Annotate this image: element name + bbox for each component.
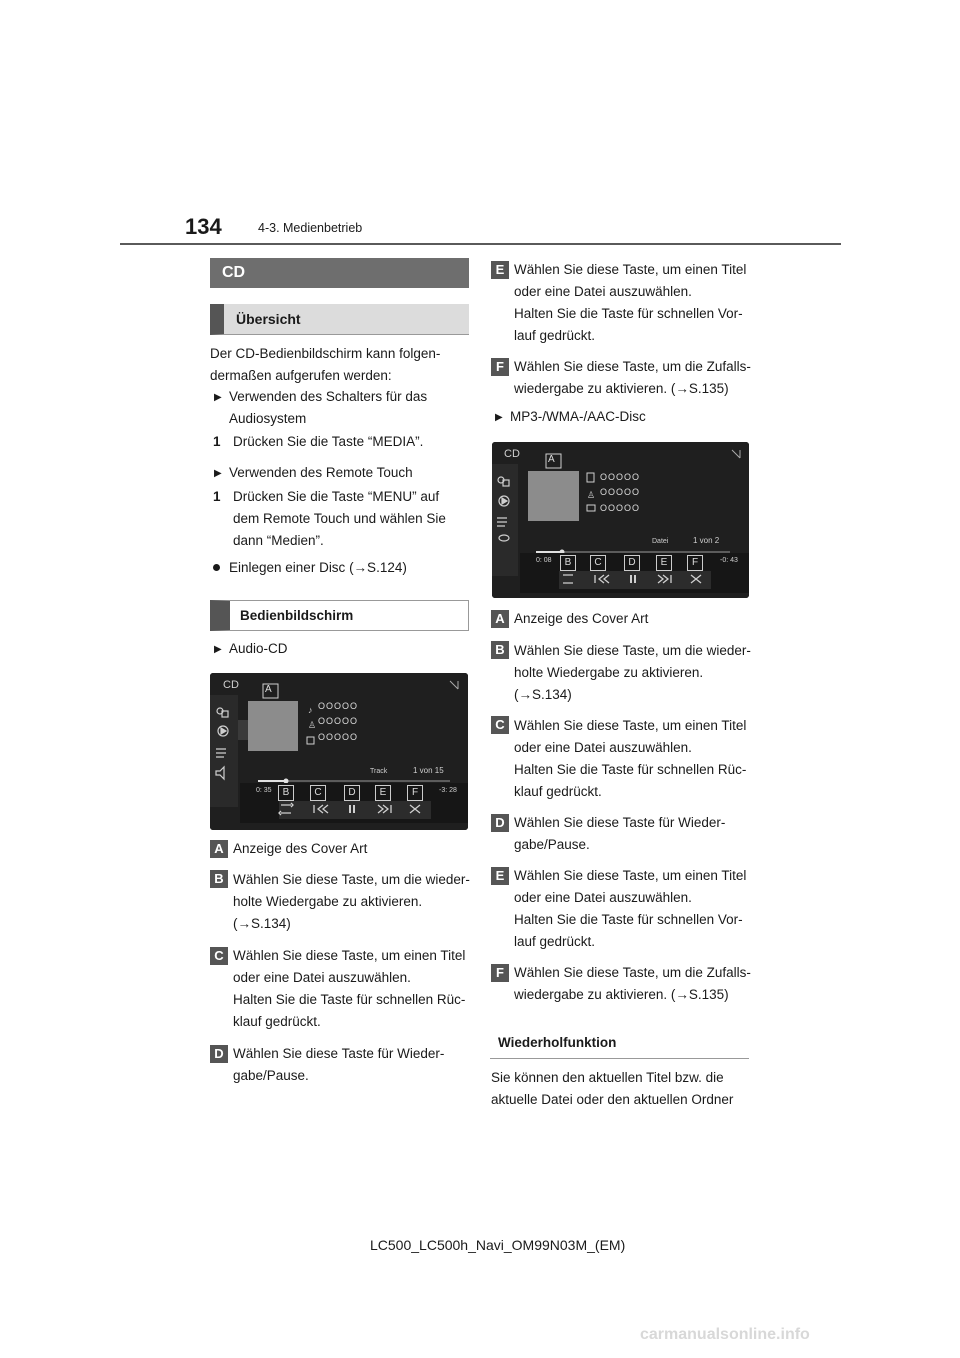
remaining-time: -3: 28 <box>439 787 457 794</box>
cd-screen-audio <box>210 673 468 830</box>
item-cover-art: Anzeige des Cover Art <box>233 841 368 856</box>
callout-f: F <box>687 555 703 571</box>
bullet-dot-icon <box>213 564 220 571</box>
remaining-time: -0: 43 <box>720 557 738 564</box>
subsection-title-repeat: Wiederholfunktion <box>490 1026 749 1059</box>
screen-title: CD <box>223 679 239 691</box>
cd-screen-mp3 <box>492 442 749 598</box>
callout-d: D <box>624 555 640 571</box>
bullet-arrow-icon: ▶ <box>214 392 222 403</box>
callout-c: C <box>590 555 606 571</box>
header-rule <box>120 243 841 245</box>
bullet-arrow-icon: ▶ <box>214 644 222 655</box>
sub-mp3-disc: MP3-/WMA-/AAC-Disc <box>510 409 646 424</box>
step-media: Drücken Sie die Taste “MEDIA”. <box>233 434 424 449</box>
page-number: 134 <box>185 214 222 239</box>
item-play-pause: Wählen Sie diese Taste für Wieder- gabe/Pause. <box>514 815 726 852</box>
info-row: OOOOO <box>318 732 359 742</box>
screen-title: CD <box>504 448 520 460</box>
subsection-title-screen: Bedienbildschirm <box>210 600 469 631</box>
bullet-audio-switch: Verwenden des Schalters für das Audiosystem <box>229 389 428 426</box>
bullet-remote-touch: Verwenden des Remote Touch <box>229 465 413 480</box>
file-counter: 1 von 2 <box>693 536 720 545</box>
item-cover-art: Anzeige des Cover Art <box>514 611 649 626</box>
step-menu: Drücken Sie die Taste “MENU” auf dem Remote Touch und wählen Sie dann “Medien”. <box>233 489 446 548</box>
track-counter: 1 von 15 <box>413 766 444 775</box>
cover-art <box>248 701 298 751</box>
item-shuffle: Wählen Sie diese Taste, um die Zufalls- wiedergabe zu aktivieren. (→S.135) <box>514 359 751 396</box>
item-label: F <box>491 358 509 376</box>
info-row: OOOOO <box>600 503 641 513</box>
item-label: E <box>491 261 509 279</box>
item-label: B <box>491 641 509 659</box>
callout-e: E <box>656 555 672 571</box>
info-row: OOOOO <box>318 701 359 711</box>
item-repeat: Wählen Sie diese Taste, um die wieder- holte Wiedergabe zu aktivieren. (→S.134) <box>514 643 751 702</box>
item-shuffle: Wählen Sie diese Taste, um die Zufalls- wiedergabe zu aktivieren. (→S.135) <box>514 965 751 1002</box>
sub-audio-cd: Audio-CD <box>229 641 288 656</box>
svg-text:♪: ♪ <box>308 705 313 715</box>
callout-e: E <box>375 785 391 801</box>
svg-text:♙: ♙ <box>587 490 596 500</box>
item-previous: Wählen Sie diese Taste, um einen Titel oder eine Datei auszuwählen. Halten Sie die Taste für schnellen Rüc- klauf gedrückt. <box>514 718 747 799</box>
item-next: Wählen Sie diese Taste, um einen Titel oder eine Datei auszuwählen. Halten Sie die Taste für schnellen Vor- lauf gedrückt. <box>514 868 747 949</box>
item-label: C <box>210 947 228 965</box>
item-label: D <box>210 1045 228 1063</box>
elapsed-time: 0: 35 <box>256 787 272 794</box>
svg-text:♙: ♙ <box>308 720 317 730</box>
item-play-pause: Wählen Sie diese Taste für Wieder- gabe/Pause. <box>233 1046 445 1083</box>
item-label: E <box>491 867 509 885</box>
watermark: carmanualsonline.info <box>640 1326 810 1343</box>
item-label: A <box>210 840 228 858</box>
section-title-cd: CD <box>210 258 469 288</box>
info-row: OOOOO <box>600 487 641 497</box>
bullet-insert-disc: Einlegen einer Disc (→S.124) <box>229 560 407 575</box>
info-row: OOOOO <box>318 716 359 726</box>
item-next: Wählen Sie diese Taste, um einen Titel oder eine Datei auszuwählen. Halten Sie die Taste für schnellen Vor- lauf gedrückt. <box>514 262 747 343</box>
footer-model: LC500_LC500h_Navi_OM99N03M_(EM) <box>370 1237 626 1253</box>
callout-b: B <box>560 555 576 571</box>
callout-d: D <box>344 785 360 801</box>
callout-f: F <box>407 785 423 801</box>
chapter-title: 4-3. Medienbetrieb <box>258 221 363 235</box>
item-label: F <box>491 964 509 982</box>
callout-a: A <box>265 684 272 695</box>
item-label: A <box>491 610 509 628</box>
bullet-arrow-icon: ▶ <box>495 412 503 423</box>
item-previous: Wählen Sie diese Taste, um einen Titel oder eine Datei auszuwählen. Halten Sie die Taste für schnellen Rüc- klauf gedrückt. <box>233 948 466 1029</box>
file-label: Datei <box>652 538 669 545</box>
step-number: 1 <box>213 489 221 504</box>
item-label: C <box>491 716 509 734</box>
subsection-title-overview: Übersicht <box>210 304 469 335</box>
callout-a: A <box>548 454 555 465</box>
step-number: 1 <box>213 434 221 449</box>
bullet-arrow-icon: ▶ <box>214 468 222 479</box>
callout-c: C <box>310 785 326 801</box>
repeat-description: Sie können den aktuellen Titel bzw. die aktuelle Datei oder den aktuellen Ordner <box>491 1070 734 1107</box>
track-label: Track <box>370 768 388 775</box>
item-repeat: Wählen Sie diese Taste, um die wieder- holte Wiedergabe zu aktivieren. (→S.134) <box>233 872 470 931</box>
item-label: D <box>491 814 509 832</box>
item-label: B <box>210 870 228 888</box>
info-row: OOOOO <box>600 472 641 482</box>
callout-b: B <box>278 785 294 801</box>
intro-text: Der CD-Bedienbildschirm kann folgen- dermaßen aufgerufen werden: <box>210 346 441 383</box>
elapsed-time: 0: 08 <box>536 557 552 564</box>
